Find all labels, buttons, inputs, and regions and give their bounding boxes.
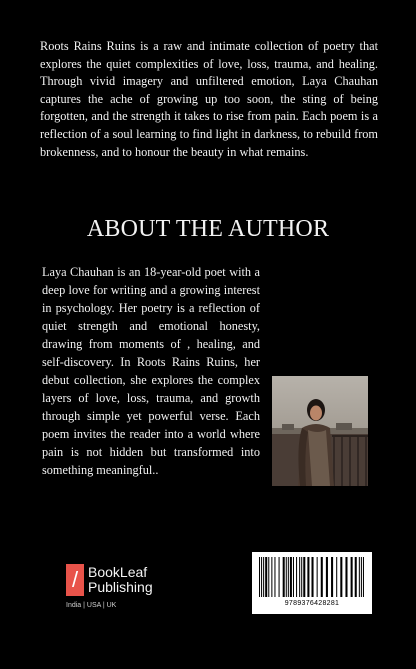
barcode-bar [331, 557, 333, 597]
about-author-heading: ABOUT THE AUTHOR [86, 216, 330, 242]
barcode-bars [259, 557, 365, 597]
publisher-name-line1: BookLeaf [88, 564, 148, 580]
barcode-bar [274, 557, 275, 597]
barcode-bar [271, 557, 272, 597]
barcode-bar [279, 557, 280, 597]
barcode-bar [261, 557, 262, 597]
publisher-logo [66, 564, 176, 616]
barcode-bar [293, 557, 294, 597]
barcode-bar [340, 557, 342, 597]
publisher-countries: India | USA | UK [66, 602, 117, 609]
barcode-bar [311, 557, 313, 597]
barcode-bar [259, 557, 260, 597]
barcode-bar [296, 557, 297, 597]
publisher-mark-icon [66, 564, 84, 596]
author-portrait-image [272, 376, 368, 486]
author-photo [272, 376, 368, 486]
barcode-bar [299, 557, 300, 597]
isbn-number: 9789376428281 [284, 600, 340, 607]
barcode-bar [361, 557, 362, 597]
barcode-bar [326, 557, 328, 597]
barcode-bar [290, 557, 292, 597]
barcode-bar [345, 557, 347, 597]
barcode-bar [301, 557, 302, 597]
barcode-bar [321, 557, 323, 597]
book-blurb: Roots Rains Ruins is a raw and intimate collection of poetry that explores the quiet complexities of love, loss, trauma, and healing. Through vivid imagery and unfiltered emotion, Laya Chauhan captures the ache of growing up too soon, the sting of being forgotten, and the strength it takes to rise from pain. Each poem is a reflection of a soul learning to find light in darkness, to rebuild from brokenness, and to honour the beauty in what remains. [40, 39, 378, 159]
publisher-mark-glyph: / [71, 567, 79, 592]
barcode-bar [283, 557, 285, 597]
barcode-bar [307, 557, 309, 597]
barcode-bar [288, 557, 289, 597]
barcode-bar [286, 557, 287, 597]
barcode-bar [317, 557, 318, 597]
barcode-bar [363, 557, 364, 597]
author-bio: Laya Chauhan is an 18-year-old poet with a deep love for writing and a growing interest in psychology. Her poetry is a reflection of quiet strength and emotional honesty, drawing from moments of , healing, and self-discovery. In Roots Rains Ruins, her debut collection, she explores the complex layers of love, loss, trauma, and growth through simple yet powerful verse. Each poem invites the reader into a world where pain is not hidden but transformed into something meaningful.. [42, 265, 260, 477]
isbn-barcode [252, 552, 372, 614]
barcode-bar [303, 557, 305, 597]
barcode-bar [359, 557, 360, 597]
publisher-name [88, 565, 153, 595]
barcode-bar [265, 557, 267, 597]
barcode-bar [355, 557, 357, 597]
publisher-name-line2: Publishing [88, 579, 153, 595]
barcode-bar [351, 557, 353, 597]
barcode-bar [263, 557, 264, 597]
barcode-bar [336, 557, 337, 597]
barcode-bar [268, 557, 269, 597]
